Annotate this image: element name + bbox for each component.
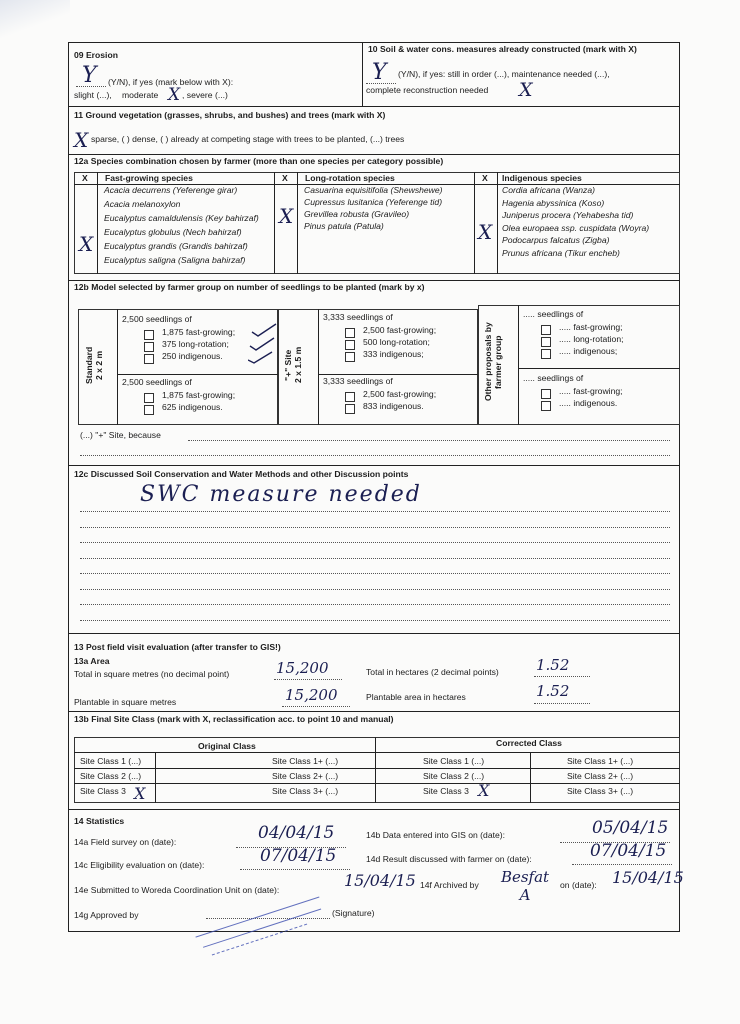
long-list-item: Casuarina equisitifolia (Shewshewe) xyxy=(304,185,443,195)
approved-by-label: 14g Approved by xyxy=(74,910,139,920)
model-title: 12b Model selected by farmer group on number of seedlings to be planted (mark by x) xyxy=(74,282,425,292)
total-ha-value: 1.52 xyxy=(536,656,570,674)
species-title: 12a Species combination chosen by farmer (more than one species per category possible) xyxy=(74,156,444,166)
option-label: 833 indigenous. xyxy=(363,401,424,411)
long-list-item: Pinus patula (Patula) xyxy=(304,221,384,231)
site-class-cell: Site Class 3 xyxy=(423,786,469,796)
option-label: ..... fast-growing; xyxy=(559,386,623,396)
site-class-title: 13b Final Site Class (mark with X, reclassification acc. to point 10 and manual) xyxy=(74,714,394,724)
option-label: ..... indigenous. xyxy=(559,398,618,408)
option-label: 375 long-rotation; xyxy=(162,339,229,349)
plantable-sqm-value: 15,200 xyxy=(285,686,338,704)
checkbox[interactable] xyxy=(144,393,154,403)
ind-list-item: Podocarpus falcatus (Zigba) xyxy=(502,235,610,245)
long-list-item: Grevillea robusta (Gravileo) xyxy=(304,209,410,219)
fast-list-item: Eucalyptus grandis (Grandis bahirzaf) xyxy=(104,241,248,251)
erosion-moderate-mark: X xyxy=(168,85,181,105)
checkbox[interactable] xyxy=(541,389,551,399)
discussion-title: 12c Discussed Soil Conservation and Water Methods and other Discussion points xyxy=(74,469,409,479)
checkbox[interactable] xyxy=(144,405,154,415)
checkbox[interactable] xyxy=(541,349,551,359)
discussion-line xyxy=(80,558,670,559)
woreda-submission-label: 14e Submitted to Woreda Coordination Unit on (date): xyxy=(74,885,280,895)
vegetation-sparse-mark: X xyxy=(74,128,89,152)
plus-b-heading: 3,333 seedlings of xyxy=(323,376,393,386)
erosion-title: 09 Erosion xyxy=(74,50,118,60)
option-label: ..... long-rotation; xyxy=(559,334,624,344)
discussion-line xyxy=(80,604,670,605)
other-proposals-label: Other proposals by farmer group xyxy=(483,322,503,402)
scan-edge xyxy=(0,0,70,40)
checkbox[interactable] xyxy=(345,352,355,362)
checkbox[interactable] xyxy=(144,354,154,364)
checkbox[interactable] xyxy=(345,392,355,402)
corrected-class-3-mark: X xyxy=(478,781,490,800)
fast-list-item: Acacia decurrens (Yeferenge girar) xyxy=(104,185,238,195)
archived-by-name: Besfat A xyxy=(500,868,550,904)
fast-list-item: Eucalyptus camaldulensis (Key bahirzaf) xyxy=(104,213,259,223)
evaluation-title: 13 Post field visit evaluation (after transfer to GIS!) xyxy=(74,642,281,652)
discussion-handwritten: SWC measure needed xyxy=(140,482,422,507)
checkbox[interactable] xyxy=(345,328,355,338)
std-b-heading: 2,500 seedlings of xyxy=(122,377,192,387)
checkbox[interactable] xyxy=(345,340,355,350)
site-class-cell: Site Class 3+ (...) xyxy=(272,786,339,796)
option-label: 500 long-rotation; xyxy=(363,337,430,347)
fast-growing-mark: X xyxy=(79,232,94,256)
result-discussed-label: 14d Result discussed with farmer on (date): xyxy=(366,854,532,864)
checkbox[interactable] xyxy=(345,404,355,414)
ind-list-item: Juniperus procera (Yehabesha tid) xyxy=(502,210,634,220)
woreda-submission-date: 15/04/15 xyxy=(344,871,416,890)
field-survey-date: 04/04/15 xyxy=(258,823,335,843)
oth-a-heading: ..... seedlings of xyxy=(523,309,584,319)
checkbox[interactable] xyxy=(541,401,551,411)
indigenous-header: Indigenous species xyxy=(502,173,582,183)
checkbox[interactable] xyxy=(541,337,551,347)
site-class-cell: Site Class 2 (...) xyxy=(80,771,142,781)
plantable-ha-label: Plantable area in hectares xyxy=(366,692,466,702)
fast-list-item: Acacia melanoxylon xyxy=(104,199,181,209)
checkbox[interactable] xyxy=(541,325,551,335)
site-class-cell: Site Class 2+ (...) xyxy=(272,771,339,781)
gis-entry-label: 14b Data entered into GIS on (date): xyxy=(366,830,506,840)
site-class-cell: Site Class 1 (...) xyxy=(423,756,485,766)
ind-list-item: Hagenia abyssinica (Koso) xyxy=(502,197,605,208)
swc-title: 10 Soil & water cons. measures already constructed (mark with X) xyxy=(368,44,637,54)
site-class-cell: Site Class 1+ (...) xyxy=(272,756,339,766)
site-class-cell: Site Class 3 xyxy=(80,786,126,796)
species-x-col-2: X xyxy=(282,173,288,183)
plus-a-heading: 3,333 seedlings of xyxy=(323,312,393,322)
vegetation-title: 11 Ground vegetation (grasses, shrubs, and bushes) and trees (mark with X) xyxy=(74,110,386,120)
discussion-line xyxy=(80,589,670,590)
option-label: 2,500 fast-growing; xyxy=(363,325,437,335)
fast-list-item: Eucalyptus saligna (Saligna bahirzaf) xyxy=(104,255,246,265)
swc-answer: Y xyxy=(372,60,387,85)
corrected-class-header: Corrected Class xyxy=(496,738,562,748)
erosion-answer: Y xyxy=(82,63,97,88)
original-class-header: Original Class xyxy=(198,741,256,751)
gis-entry-date: 05/04/15 xyxy=(592,818,669,838)
erosion-severe: , severe (...) xyxy=(182,90,228,100)
original-class-3-mark: X xyxy=(134,784,146,803)
swc-prompt: (Y/N), if yes: still in order (...), maintenance needed (...), xyxy=(398,69,610,79)
plantable-sqm-label: Plantable in square metres xyxy=(74,697,177,707)
site-class-cell: Site Class 1+ (...) xyxy=(567,756,634,766)
erosion-slight: slight (...), xyxy=(74,90,112,100)
total-ha-label: Total in hectares (2 decimal points) xyxy=(366,667,499,677)
archived-by-label: 14f Archived by xyxy=(420,880,479,890)
signature-label: (Signature) xyxy=(332,908,375,918)
std-a-heading: 2,500 seedlings of xyxy=(122,314,192,324)
site-class-cell: Site Class 2 (...) xyxy=(423,771,485,781)
result-discussed-date: 07/04/15 xyxy=(590,841,667,861)
site-class-cell: Site Class 1 (...) xyxy=(80,756,142,766)
ind-list-item: Olea europaea ssp. cuspidata (Woyra) xyxy=(502,222,650,233)
fast-growing-header: Fast-growing species xyxy=(105,173,193,183)
option-label: 250 indigenous. xyxy=(162,351,223,361)
statistics-title: 14 Statistics xyxy=(74,816,125,826)
indigenous-mark: X xyxy=(478,220,493,244)
checkbox[interactable] xyxy=(144,342,154,352)
option-label: 625 indigenous. xyxy=(162,402,223,412)
total-sqm-label: Total in square metres (no decimal point) xyxy=(74,669,230,679)
swc-reconstruction-mark: X xyxy=(519,79,533,101)
ind-list-item: Cordia africana (Wanza) xyxy=(502,185,595,195)
option-label: ..... fast-growing; xyxy=(559,322,623,332)
site-class-cell: Site Class 2+ (...) xyxy=(567,771,634,781)
field-survey-label: 14a Field survey on (date): xyxy=(74,837,177,847)
option-label: 2,500 fast-growing; xyxy=(363,389,437,399)
discussion-line xyxy=(80,542,670,543)
plus-site-label: "+" Site 2 x 1.5 m xyxy=(283,346,303,384)
option-label: 333 indigenous; xyxy=(363,349,424,359)
plantable-ha-value: 1.52 xyxy=(536,682,570,700)
discussion-line xyxy=(80,511,670,512)
species-x-col-3: X xyxy=(482,173,488,183)
fast-list-item: Eucalyptus globulus (Nech bahirzaf) xyxy=(104,227,242,237)
archived-date: 15/04/15 xyxy=(612,868,684,887)
discussion-line xyxy=(80,573,670,574)
discussion-line xyxy=(80,620,670,621)
option-label: 1,875 fast-growing; xyxy=(162,390,236,400)
erosion-moderate: moderate xyxy=(122,90,159,100)
ind-list-item: Prunus africana (Tikur encheb) xyxy=(502,247,620,258)
long-rotation-mark: X xyxy=(279,204,294,228)
erosion-prompt: (Y/N), if yes (mark below with X): xyxy=(108,77,234,87)
species-x-col-1: X xyxy=(82,173,88,183)
discussion-line xyxy=(80,527,670,528)
site-class-cell: Site Class 3+ (...) xyxy=(567,786,634,796)
swc-line2: complete reconstruction needed xyxy=(366,85,489,95)
oth-b-heading: ..... seedlings of xyxy=(523,373,584,383)
checkbox[interactable] xyxy=(144,330,154,340)
vegetation-options: sparse, ( ) dense, ( ) already at competing stage with trees to be planted, (...) trees xyxy=(91,134,405,144)
option-label: ..... indigenous; xyxy=(559,346,618,356)
eligibility-label: 14c Eligibility evaluation on (date): xyxy=(74,860,205,870)
eligibility-date: 07/04/15 xyxy=(260,846,337,866)
standard-label: Standard 2 x 2 m xyxy=(84,346,104,384)
area-title: 13a Area xyxy=(74,656,110,666)
long-rotation-header: Long-rotation species xyxy=(305,173,395,183)
standard-checkmarks xyxy=(248,320,288,364)
long-list-item: Cupressus lusitanica (Yeferenge tid) xyxy=(304,197,443,207)
total-sqm-value: 15,200 xyxy=(276,659,329,677)
option-label: 1,875 fast-growing; xyxy=(162,327,236,337)
archived-on-label: on (date): xyxy=(560,880,597,890)
plus-site-because: (...) "+" Site, because xyxy=(80,430,161,440)
